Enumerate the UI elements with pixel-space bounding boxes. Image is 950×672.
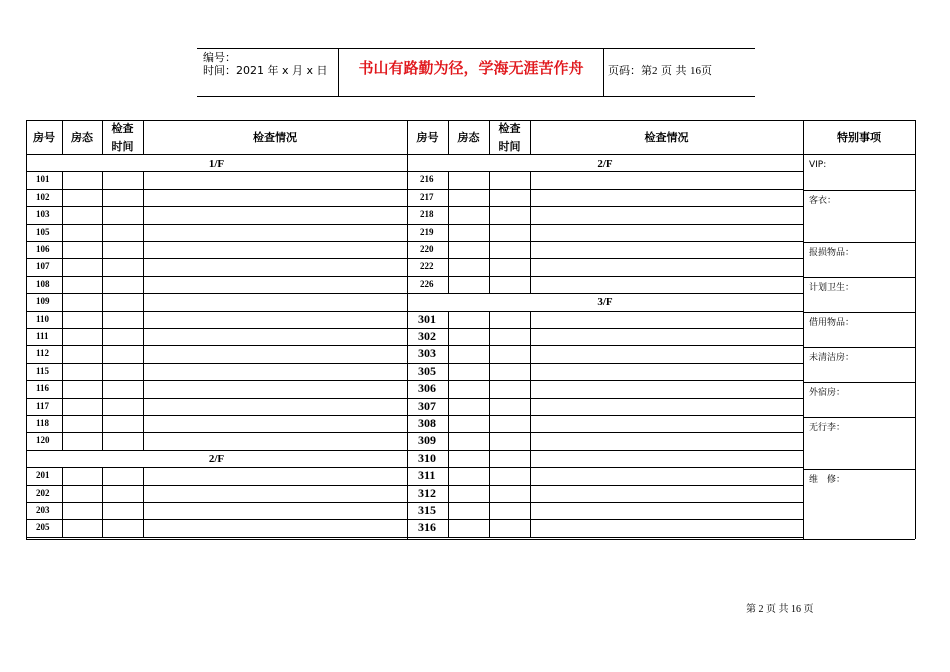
grid-line (102, 363, 103, 380)
grid-line (407, 276, 803, 277)
grid-line (26, 171, 407, 172)
special-divider (803, 312, 915, 313)
grid-line (489, 258, 490, 275)
grid-line (143, 380, 144, 397)
grid-line (62, 241, 63, 258)
grid-line (530, 328, 531, 345)
room-number: 105 (36, 226, 50, 237)
col-room-status: 房态 (457, 131, 480, 144)
grid-line (26, 467, 407, 468)
grid-line (448, 502, 449, 519)
col-check-detail: 检查情况 (253, 131, 297, 144)
grid-line (102, 189, 103, 206)
grid-line (407, 398, 803, 399)
floor-label: 2/F (208, 452, 225, 465)
grid-line (448, 345, 449, 362)
special-divider (803, 382, 915, 383)
grid-line (530, 345, 531, 362)
special-item-label: VIP: (809, 160, 827, 170)
grid-line (102, 502, 103, 519)
room-number: 307 (418, 398, 436, 413)
grid-line (102, 171, 103, 188)
grid-line (143, 171, 144, 188)
grid-line (407, 171, 803, 172)
header-page-indicator (608, 64, 712, 78)
grid-line (62, 224, 63, 241)
page-label: 页码：第 (608, 64, 652, 77)
room-number: 118 (36, 418, 50, 428)
grid-line (530, 485, 531, 502)
grid-line (489, 224, 490, 241)
col-check-time: 检查 (111, 122, 134, 135)
room-number: 202 (36, 487, 50, 498)
grid-line (448, 224, 449, 241)
room-number: 201 (36, 470, 50, 481)
grid-line (26, 415, 407, 416)
room-number: 101 (36, 174, 50, 185)
room-number: 219 (420, 226, 434, 237)
header-motto: 书山有路勤为径，学海无涯苦作舟 (358, 59, 584, 77)
grid-line (448, 519, 449, 536)
grid-line (143, 206, 144, 223)
grid-line (530, 467, 531, 484)
header-top-rule (197, 48, 755, 49)
grid-line (62, 293, 63, 310)
grid-line (62, 363, 63, 380)
document-date: 时间：2021 年 x 月 x 日 (203, 64, 328, 77)
grid-line (530, 519, 531, 536)
grid-line (530, 380, 531, 397)
room-number: 117 (36, 400, 50, 411)
grid-line (448, 276, 449, 293)
grid-line (143, 345, 144, 362)
grid-line (62, 467, 63, 484)
grid-line (448, 415, 449, 432)
grid-line (26, 276, 407, 277)
grid-line (407, 432, 803, 433)
grid-line (143, 311, 144, 328)
grid-line (62, 485, 63, 502)
col-check-detail: 检查情况 (644, 131, 689, 144)
room-number: 107 (36, 261, 50, 272)
col-special-items: 特别事项 (837, 131, 881, 144)
grid-line (407, 311, 803, 312)
table-top-border (26, 120, 915, 121)
grid-line (102, 415, 103, 432)
col-room-no: 房号 (416, 131, 439, 144)
special-divider (803, 242, 915, 243)
grid-line (530, 171, 531, 188)
grid-line (448, 363, 449, 380)
document-number-label: 编号： (203, 51, 236, 64)
grid-line (407, 467, 803, 468)
grid-line (26, 189, 407, 190)
page-end: 页 (701, 64, 712, 77)
page-mid: 页 共 (661, 64, 687, 77)
special-item-label: 客衣： (809, 196, 837, 206)
grid-line (143, 241, 144, 258)
grid-line (62, 171, 63, 188)
grid-line (143, 293, 144, 310)
grid-line (530, 363, 531, 380)
grid-line (102, 380, 103, 397)
room-number: 226 (420, 278, 434, 289)
grid-line (26, 537, 407, 538)
grid-line (489, 380, 490, 397)
room-number: 115 (36, 365, 50, 376)
grid-line (407, 345, 803, 346)
grid-line (62, 276, 63, 293)
special-divider (803, 417, 915, 418)
room-number: 306 (418, 381, 436, 396)
grid-line (62, 380, 63, 397)
grid-line (62, 206, 63, 223)
grid-line (407, 328, 803, 329)
grid-line (407, 502, 803, 503)
grid-line (26, 432, 407, 433)
room-number: 315 (418, 503, 436, 517)
room-number: 109 (36, 296, 50, 307)
grid-line (530, 241, 531, 258)
grid-line (143, 398, 144, 415)
grid-line (489, 502, 490, 519)
grid-line (448, 432, 449, 449)
special-item-label: 未清洁房： (809, 353, 855, 363)
grid-line (62, 311, 63, 328)
room-number: 303 (418, 346, 436, 361)
col-check-time: 时间 (111, 140, 134, 153)
special-item-label: 外宿房： (809, 388, 846, 398)
special-item-label: 借用物品： (809, 318, 855, 328)
special-divider (803, 277, 915, 278)
grid-line (448, 380, 449, 397)
grid-line (489, 276, 490, 293)
grid-line (489, 189, 490, 206)
grid-line (489, 241, 490, 258)
grid-line (489, 467, 490, 484)
grid-line (143, 189, 144, 206)
grid-line (102, 293, 103, 310)
page-footer: 第 2 页 共 16 页 (746, 604, 814, 615)
grid-line (143, 276, 144, 293)
grid-line (530, 311, 531, 328)
col-check-time: 检查 (498, 122, 521, 135)
room-number: 120 (36, 435, 50, 446)
page-number: 2 (652, 65, 658, 77)
room-number: 301 (418, 311, 436, 326)
special-item-label: 计划卫生： (809, 283, 855, 293)
grid-line (407, 189, 803, 190)
grid-line (26, 258, 407, 259)
grid-line (407, 206, 803, 207)
grid-line (102, 258, 103, 275)
room-number: 316 (418, 520, 436, 535)
grid-line (489, 171, 490, 188)
header-row-border (26, 154, 915, 155)
grid-line (407, 537, 803, 538)
grid-line (489, 450, 490, 467)
grid-line (448, 485, 449, 502)
grid-line (448, 311, 449, 328)
grid-line (62, 432, 63, 449)
floor-label: 2/F (597, 158, 613, 170)
header-bottom-rule (197, 96, 755, 97)
room-number: 110 (36, 313, 50, 324)
room-number: 308 (418, 416, 436, 430)
grid-line (407, 241, 803, 242)
grid-line (407, 450, 803, 451)
grid-line (62, 519, 63, 536)
grid-line (143, 363, 144, 380)
grid-line (489, 485, 490, 502)
grid-line (26, 206, 407, 207)
room-number: 116 (36, 383, 50, 394)
grid-line (530, 502, 531, 519)
floor-label: 1/F (208, 158, 225, 170)
grid-line (530, 398, 531, 415)
grid-line (407, 224, 803, 225)
grid-line (102, 276, 103, 293)
grid-line (448, 450, 449, 467)
grid-line (489, 311, 490, 328)
header-divider (338, 48, 339, 96)
grid-line (26, 485, 407, 486)
grid-line (530, 189, 531, 206)
grid-line (489, 398, 490, 415)
grid-line (143, 519, 144, 536)
room-number: 222 (420, 261, 434, 272)
special-item-label: 维 修： (809, 475, 846, 485)
grid-line (143, 415, 144, 432)
grid-line (62, 415, 63, 432)
room-number: 310 (418, 450, 436, 465)
grid-line (407, 519, 803, 520)
grid-line (26, 363, 407, 364)
room-number: 103 (36, 209, 50, 220)
grid-line (143, 224, 144, 241)
floor-label: 3/F (597, 296, 613, 309)
grid-line (143, 258, 144, 275)
grid-line (102, 206, 103, 223)
grid-line (448, 241, 449, 258)
room-number: 203 (36, 505, 50, 515)
grid-line (102, 519, 103, 536)
grid-line (407, 380, 803, 381)
page-total: 16 (690, 65, 701, 77)
grid-line (448, 328, 449, 345)
grid-line (26, 293, 407, 294)
grid-line (489, 432, 490, 449)
grid-line (26, 450, 407, 451)
grid-line (62, 258, 63, 275)
grid-line (530, 415, 531, 432)
special-divider (803, 190, 915, 191)
room-number: 312 (418, 485, 436, 500)
grid-line (489, 415, 490, 432)
section-divider (407, 154, 408, 539)
room-number: 305 (418, 363, 436, 378)
grid-line (26, 328, 407, 329)
grid-line (407, 363, 803, 364)
room-number: 205 (36, 522, 50, 533)
grid-line (26, 519, 407, 520)
room-number: 220 (420, 244, 434, 254)
room-number: 309 (418, 433, 436, 448)
grid-line (102, 398, 103, 415)
grid-line (26, 241, 407, 242)
table-left-border (26, 120, 27, 539)
grid-line (530, 276, 531, 293)
room-number: 216 (420, 174, 434, 185)
room-number: 302 (418, 329, 436, 343)
grid-line (102, 467, 103, 484)
table-right-border (915, 120, 916, 539)
grid-line (143, 432, 144, 449)
room-number: 112 (36, 348, 50, 359)
header-divider (603, 48, 604, 96)
grid-line (62, 189, 63, 206)
grid-line (102, 432, 103, 449)
grid-line (530, 432, 531, 449)
grid-line (530, 224, 531, 241)
grid-line (530, 206, 531, 223)
grid-line (62, 398, 63, 415)
special-item-label: 报损物品： (809, 248, 855, 258)
col-room-status: 房态 (71, 131, 93, 144)
grid-line (448, 467, 449, 484)
grid-line (143, 328, 144, 345)
grid-line (26, 224, 407, 225)
grid-line (143, 467, 144, 484)
grid-line (102, 485, 103, 502)
grid-line (102, 311, 103, 328)
grid-line (448, 258, 449, 275)
grid-line (102, 328, 103, 345)
grid-line (448, 189, 449, 206)
table-bottom-border (26, 539, 915, 540)
grid-line (489, 206, 490, 223)
room-number: 311 (418, 468, 436, 483)
grid-line (407, 415, 803, 416)
grid-line (102, 241, 103, 258)
grid-line (143, 502, 144, 519)
grid-line (62, 502, 63, 519)
grid-line (448, 206, 449, 223)
room-number: 111 (36, 331, 49, 341)
grid-line (62, 328, 63, 345)
col-room-no: 房号 (33, 131, 55, 144)
grid-line (62, 345, 63, 362)
grid-line (143, 485, 144, 502)
grid-line (448, 398, 449, 415)
grid-line (102, 224, 103, 241)
grid-line (407, 258, 803, 259)
grid-line (26, 502, 407, 503)
grid-line (489, 519, 490, 536)
grid-line (26, 345, 407, 346)
grid-line (26, 398, 407, 399)
grid-line (26, 380, 407, 381)
grid-line (530, 258, 531, 275)
special-divider (803, 469, 915, 470)
grid-line (407, 293, 803, 294)
room-number: 218 (420, 209, 434, 220)
grid-line (102, 345, 103, 362)
grid-line (489, 328, 490, 345)
col-check-time: 时间 (498, 140, 521, 153)
grid-line (489, 345, 490, 362)
grid-line (530, 450, 531, 467)
special-divider (803, 347, 915, 348)
room-number: 217 (420, 191, 434, 202)
room-number: 108 (36, 278, 50, 289)
grid-line (26, 311, 407, 312)
grid-line (489, 363, 490, 380)
grid-line (448, 171, 449, 188)
special-item-label: 无行李： (809, 423, 846, 433)
grid-line (407, 485, 803, 486)
room-number: 106 (36, 244, 50, 254)
room-number: 102 (36, 191, 50, 202)
